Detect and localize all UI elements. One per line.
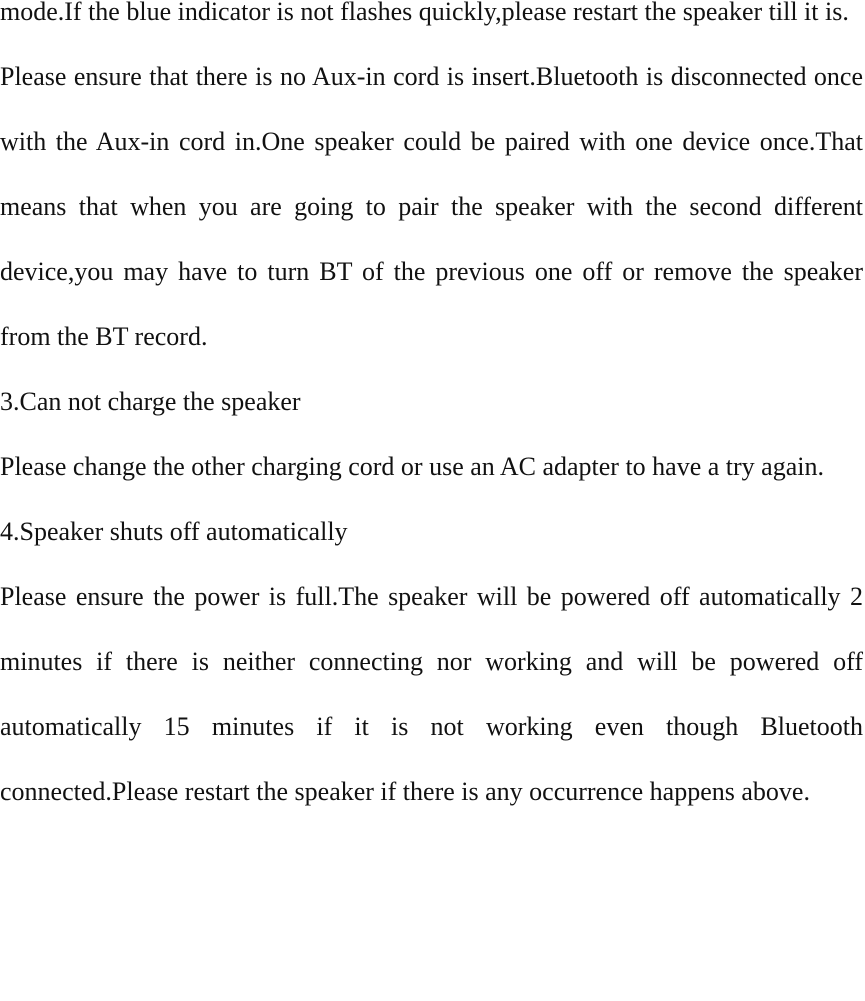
paragraph-restart-instruction: mode.If the blue indicator is not flashes quickly,please restart the speaker till it is. (0, 0, 849, 26)
heading-cannot-charge: 3.Can not charge the speaker (0, 387, 301, 416)
paragraph-aux-in-pairing: Please ensure that there is no Aux-in cord is insert.Bluetooth is disconnected once with the Aux-in cord in.One speaker could be paired with one device once.That means that when you are going to pair the speaker with the second different device,you may have to turn BT of the previous one off or remove the speaker from the BT record. (0, 62, 863, 351)
paragraph-charging-cord: Please change the other charging cord or use an AC adapter to have a try again. (0, 452, 824, 481)
paragraph-auto-power-off: Please ensure the power is full.The speaker will be powered off automatically 2 minutes if there is neither connecting nor working and will be powered off automatically 15 minutes if it is not working even though Bluetooth connected.Please restart the speaker if there is any occurrence happens above. (0, 582, 863, 806)
heading-shuts-off: 4.Speaker shuts off automatically (0, 517, 348, 546)
